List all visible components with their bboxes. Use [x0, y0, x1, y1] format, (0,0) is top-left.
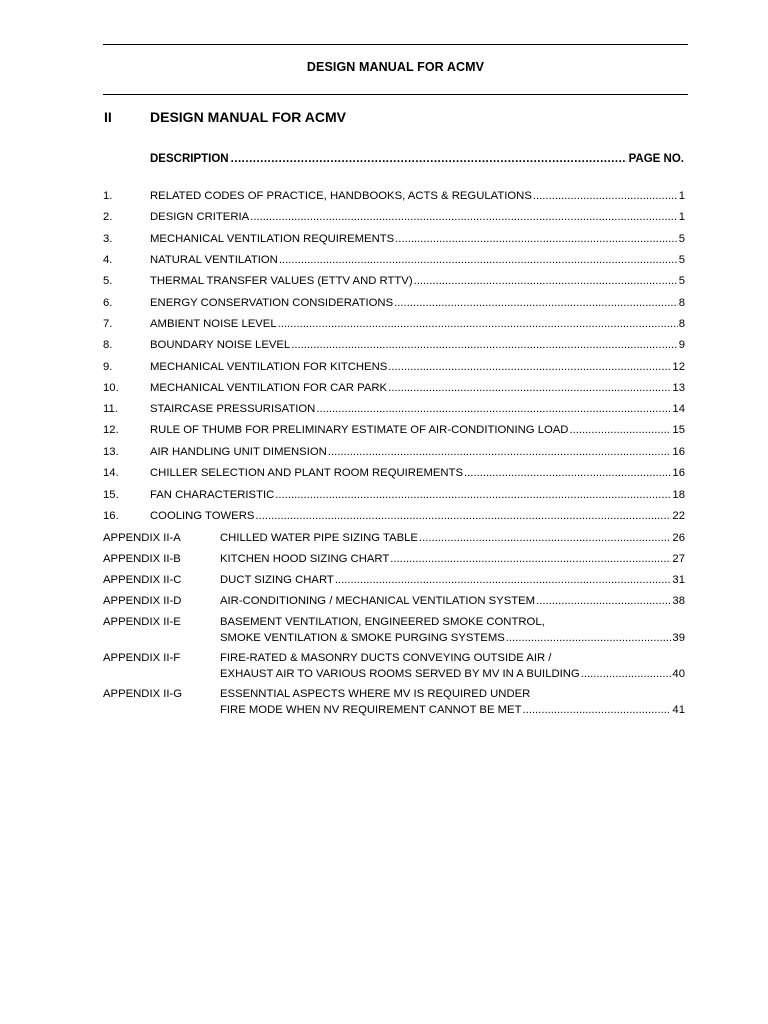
dot-leader	[231, 153, 627, 165]
toc-entry[interactable]	[103, 401, 685, 417]
toc-entry-text: AMBIENT NOISE LEVEL	[150, 318, 277, 330]
toc-entry-page: 14	[672, 403, 685, 415]
toc-entry-number: 8.	[103, 339, 113, 351]
toc-entry[interactable]	[103, 465, 685, 481]
toc-entry-title	[150, 231, 685, 247]
dot-leader	[522, 702, 671, 718]
toc-entry-text: MECHANICAL VENTILATION FOR CAR PARK	[150, 382, 388, 394]
toc-entry-line	[220, 702, 685, 718]
toc-entry-number: 11.	[103, 403, 118, 415]
toc-entry-text: RELATED CODES OF PRACTICE, HANDBOOKS, ACTS & REGULATIONS	[150, 190, 532, 202]
toc-entry-text: KITCHEN HOOD SIZING CHART	[220, 553, 390, 565]
toc-entry-text: SMOKE VENTILATION & SMOKE PURGING SYSTEMS	[220, 632, 505, 644]
toc-entry[interactable]	[103, 295, 685, 311]
toc-entry-text: BOUNDARY NOISE LEVEL	[150, 339, 291, 351]
toc-entry-title	[220, 530, 685, 546]
toc-entry-title	[150, 359, 685, 375]
dot-leader	[279, 252, 678, 268]
toc-entry-page: 15	[672, 424, 685, 436]
toc-entry[interactable]	[103, 686, 685, 718]
toc-entry-number: APPENDIX II-A	[103, 532, 181, 544]
toc-entry-title	[220, 686, 685, 718]
toc-entry-title	[150, 273, 685, 289]
toc-entry[interactable]	[103, 359, 685, 375]
toc-entry-line	[150, 295, 685, 311]
toc-entry-page: 18	[672, 489, 685, 501]
toc-entry-page: 8	[678, 318, 685, 330]
toc-entry-title	[220, 650, 685, 682]
toc-entry-text: AIR-CONDITIONING / MECHANICAL VENTILATION SYSTEM	[220, 595, 536, 607]
toc-entry-text: STAIRCASE PRESSURISATION	[150, 403, 316, 415]
dot-leader	[278, 316, 678, 332]
toc-entry-title	[150, 465, 685, 481]
toc-entry-number: 4.	[103, 254, 113, 266]
toc-entry-line	[150, 316, 685, 332]
toc-entry-title	[220, 614, 685, 646]
dot-leader	[536, 593, 671, 609]
toc-entry-title	[150, 316, 685, 332]
toc-entry-page: 5	[678, 254, 685, 266]
toc-entry-number: 3.	[103, 233, 113, 245]
toc-entry-line	[150, 231, 685, 247]
toc-entry-title	[220, 593, 685, 609]
toc-entry-line	[220, 530, 685, 546]
toc-entry-line	[150, 380, 685, 396]
toc-entry-line	[150, 252, 685, 268]
toc-entry-title	[150, 444, 685, 460]
header-rule	[103, 94, 688, 95]
toc-entry-text: FIRE MODE WHEN NV REQUIREMENT CANNOT BE MET	[220, 704, 522, 716]
toc-entry[interactable]	[103, 551, 685, 567]
toc-entry-title	[150, 337, 685, 353]
toc-entry-text: THERMAL TRANSFER VALUES (ETTV AND RTTV)	[150, 275, 413, 287]
toc-entry-number: 1.	[103, 190, 113, 202]
toc-entry[interactable]	[103, 188, 685, 204]
toc-entry-number: 14.	[103, 467, 119, 479]
toc-entry-page: 5	[678, 275, 685, 287]
toc-entry-line	[150, 422, 685, 438]
toc-entry-line	[150, 209, 685, 225]
toc-entry-number: 10.	[103, 382, 119, 394]
toc-entry-page: 16	[672, 446, 685, 458]
toc-entry-number: APPENDIX II-D	[103, 595, 182, 607]
toc-entry-line	[220, 593, 685, 609]
toc-entry-text: ESSENNTIAL ASPECTS WHERE MV IS REQUIRED UNDER	[220, 688, 531, 700]
dot-leader	[388, 380, 671, 396]
toc-entry-number: 2.	[103, 211, 113, 223]
dot-leader	[569, 422, 671, 438]
dot-leader	[250, 209, 678, 225]
dot-leader	[394, 295, 678, 311]
toc-entry-line	[220, 551, 685, 567]
toc-entry-page: 9	[678, 339, 685, 351]
toc-entry-title	[150, 188, 685, 204]
dot-leader	[275, 487, 671, 503]
toc-entry-number: 7.	[103, 318, 113, 330]
toc-entry[interactable]	[103, 508, 685, 524]
toc-entry[interactable]	[103, 444, 685, 460]
section-number: II	[104, 109, 112, 125]
toc-entry-text: DUCT SIZING CHART	[220, 574, 334, 586]
toc-entry-number: APPENDIX II-B	[103, 553, 181, 565]
toc-entry-text: BASEMENT VENTILATION, ENGINEERED SMOKE CONTROL,	[220, 616, 545, 628]
toc-entry-text: ENERGY CONSERVATION CONSIDERATIONS	[150, 297, 394, 309]
toc-entry-page: 40	[672, 668, 685, 680]
toc-entry-page: 31	[672, 574, 685, 586]
toc-entry-page: 8	[678, 297, 685, 309]
toc-entry-title	[220, 572, 685, 588]
toc-entry-title	[150, 209, 685, 225]
toc-entry-line	[150, 508, 685, 524]
toc-entry-title	[150, 401, 685, 417]
toc-entry-title	[150, 422, 685, 438]
dot-leader	[388, 359, 671, 375]
toc-entry-page: 13	[672, 382, 685, 394]
toc-entry[interactable]	[103, 530, 685, 546]
toc-entry-line	[150, 337, 685, 353]
toc-entry[interactable]	[103, 614, 685, 646]
toc-entry-title	[150, 487, 685, 503]
toc-entry-line	[150, 273, 685, 289]
toc-entry-title	[150, 508, 685, 524]
dot-leader	[506, 630, 672, 646]
toc-entry-line	[150, 188, 685, 204]
toc-entry-text: AIR HANDLING UNIT DIMENSION	[150, 446, 327, 458]
toc-entry-line	[150, 444, 685, 460]
toc-entry-text: COOLING TOWERS	[150, 510, 255, 522]
toc-entry-line	[150, 465, 685, 481]
toc-entry-text: EXHAUST AIR TO VARIOUS ROOMS SERVED BY MV IN A BUILDING	[220, 668, 580, 680]
toc-entry-line	[220, 614, 685, 630]
toc-entry-text: FIRE-RATED & MASONRY DUCTS CONVEYING OUTSIDE AIR /	[220, 652, 552, 664]
toc-entry-page: 1	[678, 190, 685, 202]
dot-leader	[464, 465, 671, 481]
toc-entry[interactable]	[103, 422, 685, 438]
toc-entry[interactable]	[103, 380, 685, 396]
page-header-title: DESIGN MANUAL FOR ACMV	[306, 60, 485, 74]
toc-entry-number: APPENDIX II-G	[103, 688, 183, 700]
dot-leader	[581, 666, 672, 682]
toc-entry-number: 12.	[103, 424, 119, 436]
dot-leader	[328, 444, 672, 460]
dot-leader	[291, 337, 677, 353]
toc-entry-number: 13.	[103, 446, 119, 458]
toc-entry[interactable]	[103, 650, 685, 682]
toc-entry-number: 16.	[103, 510, 119, 522]
toc-entry-text: MECHANICAL VENTILATION FOR KITCHENS	[150, 361, 388, 373]
toc-entry[interactable]	[103, 209, 685, 225]
toc-entry[interactable]	[103, 252, 685, 268]
page-no-label: PAGE NO.	[628, 153, 684, 165]
toc-entry-number: 6.	[103, 297, 113, 309]
dot-leader	[335, 572, 672, 588]
toc-entry-line	[220, 630, 685, 646]
toc-entry[interactable]	[103, 273, 685, 289]
toc-entry-page: 38	[672, 595, 685, 607]
dot-leader	[316, 401, 671, 417]
toc-entry-page: 39	[672, 632, 685, 644]
toc-entry-line	[220, 686, 685, 702]
toc-entry-page: 1	[678, 211, 685, 223]
toc-entry-page: 26	[672, 532, 685, 544]
toc-entry-title	[150, 252, 685, 268]
toc-entry-number: 15.	[103, 489, 119, 501]
toc-entry[interactable]	[103, 337, 685, 353]
toc-entry-text: DESIGN CRITERIA	[150, 211, 250, 223]
toc-entry-text: CHILLED WATER PIPE SIZING TABLE	[220, 532, 418, 544]
toc-entry-title	[150, 295, 685, 311]
toc-entry-line	[150, 487, 685, 503]
toc-entry-text: FAN CHARACTERISTIC	[150, 489, 275, 501]
toc-entry-page: 41	[672, 704, 685, 716]
toc-entry-text: RULE OF THUMB FOR PRELIMINARY ESTIMATE OF AIR-CONDITIONING LOAD	[150, 424, 569, 436]
toc-column-header	[150, 153, 684, 169]
toc-entry-line	[220, 666, 685, 682]
toc-entry[interactable]	[103, 231, 685, 247]
dot-leader	[414, 273, 678, 289]
toc-entry-text: MECHANICAL VENTILATION REQUIREMENTS	[150, 233, 395, 245]
dot-leader	[395, 231, 678, 247]
toc-entry-number: APPENDIX II-E	[103, 616, 181, 628]
toc-entry[interactable]	[103, 487, 685, 503]
toc-entry-line	[220, 572, 685, 588]
section-title: DESIGN MANUAL FOR ACMV	[150, 109, 346, 125]
toc-entry-title	[220, 551, 685, 567]
toc-entry-line	[150, 359, 685, 375]
toc-entry-number: APPENDIX II-F	[103, 652, 181, 664]
toc-entry-number: 9.	[103, 361, 113, 373]
toc-entry[interactable]	[103, 593, 685, 609]
toc-entry-number: 5.	[103, 275, 113, 287]
toc-entry-page: 12	[672, 361, 685, 373]
toc-entry[interactable]	[103, 316, 685, 332]
toc-entry-page: 16	[672, 467, 685, 479]
toc-entry-line	[220, 650, 685, 666]
toc-entry-title	[150, 380, 685, 396]
toc-entry-page: 5	[678, 233, 685, 245]
toc-entry-page: 22	[672, 510, 685, 522]
toc-entry-text: CHILLER SELECTION AND PLANT ROOM REQUIREMENTS	[150, 467, 464, 479]
toc-entry[interactable]	[103, 572, 685, 588]
dot-leader	[419, 530, 671, 546]
toc-entry-line	[150, 401, 685, 417]
top-rule	[103, 44, 688, 45]
dot-leader	[255, 508, 671, 524]
toc-entry-text: NATURAL VENTILATION	[150, 254, 278, 266]
dot-leader	[390, 551, 671, 567]
description-label: DESCRIPTION	[150, 153, 229, 165]
dot-leader	[533, 188, 678, 204]
toc-entry-number: APPENDIX II-C	[103, 574, 182, 586]
toc-entry-page: 27	[672, 553, 685, 565]
